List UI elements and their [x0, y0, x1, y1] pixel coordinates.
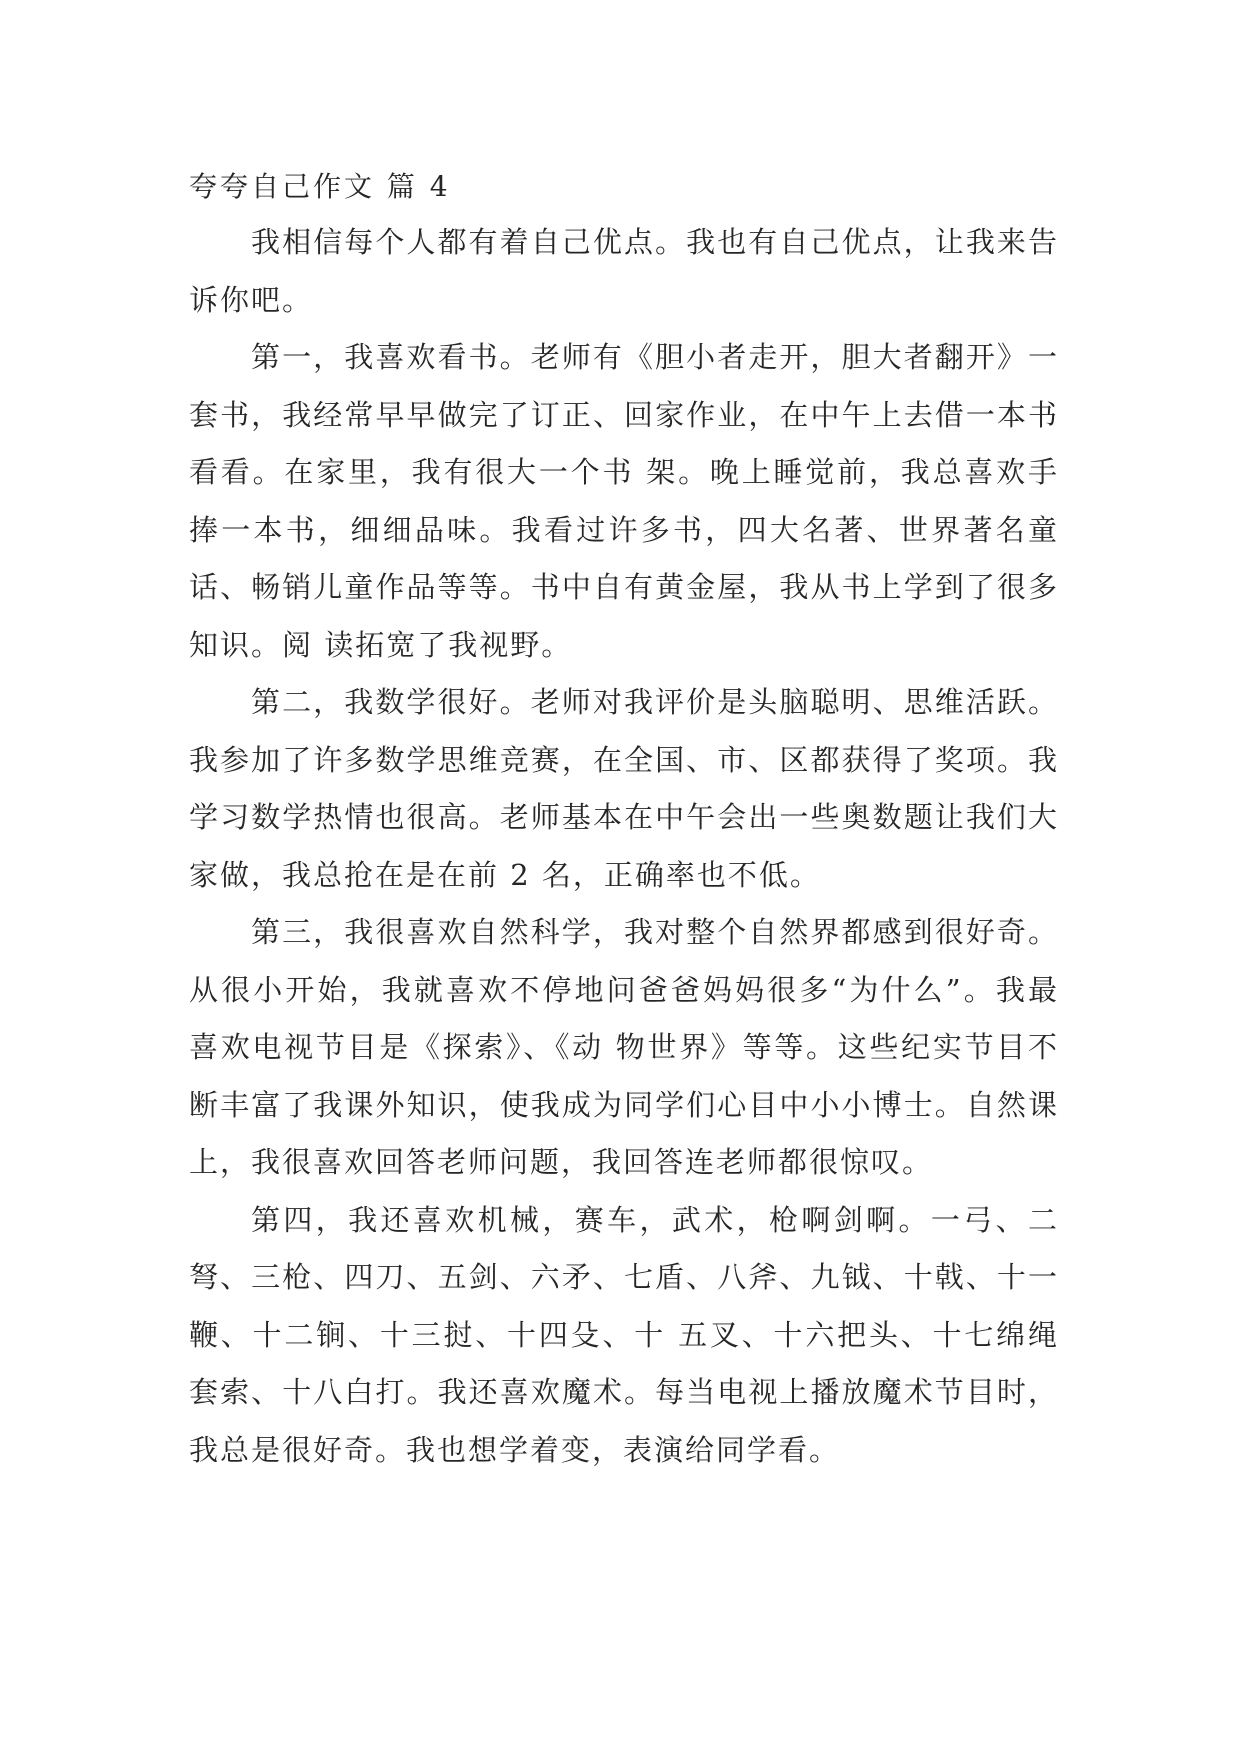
paragraph-reading: 第一，我喜欢看书。老师有《胆小者走开，胆大者翻开》一套书，我经常早早做完了订正、回家作业，在中午上去借一本书看看。在家里，我有很大一个书 架。晚上睡觉前，我总喜欢手捧一本书，细细品味。我看过许多书，四大名著、世界著名童话、畅销儿童作品等等。书中自有黄金屋，我从书上学到了很多知识。阅 读拓宽了我视野。: [189, 340, 1059, 662]
paragraph-science: 第三，我很喜欢自然科学，我对整个自然界都感到很好奇。从很小开始，我就喜欢不停地问爸爸妈妈很多“为什么”。我最喜欢电视节目是《探索》、《动 物世界》等等。这些纪实节目不断丰富了我课外知识，使我成为同学们心目中小小博士。自然课上，我很喜欢回答老师问题，我回答连老师都很惊叹。: [189, 915, 1059, 1179]
paragraph-hobbies: 第四，我还喜欢机械，赛车，武术，枪啊剑啊。一弓、二弩、三枪、四刀、五剑、六矛、七盾、八斧、九钺、十戟、十一鞭、十二锏、十三挝、十四殳、十 五叉、十六把头、十七绵绳套索、十八白打。我还喜欢魔术。每当电视上播放魔术节目时，我总是很好奇。我也想学着变，表演给同学看。: [189, 1202, 1059, 1467]
document-body: [189, 160, 1059, 1479]
paragraph-math: 第二，我数学很好。老师对我评价是头脑聪明、思维活跃。我参加了许多数学思维竞赛，在全国、市、区都获得了奖项。我学习数学热情也很高。老师基本在中午会出一些奥数题让我们大家做，我总抢在是在前 2 名，正确率也不低。: [189, 685, 1059, 892]
document-title: 夸夸自己作文 篇 4: [189, 170, 451, 203]
paragraph-intro: 我相信每个人都有着自己优点。我也有自己优点，让我来告诉你吧。: [189, 225, 1059, 317]
